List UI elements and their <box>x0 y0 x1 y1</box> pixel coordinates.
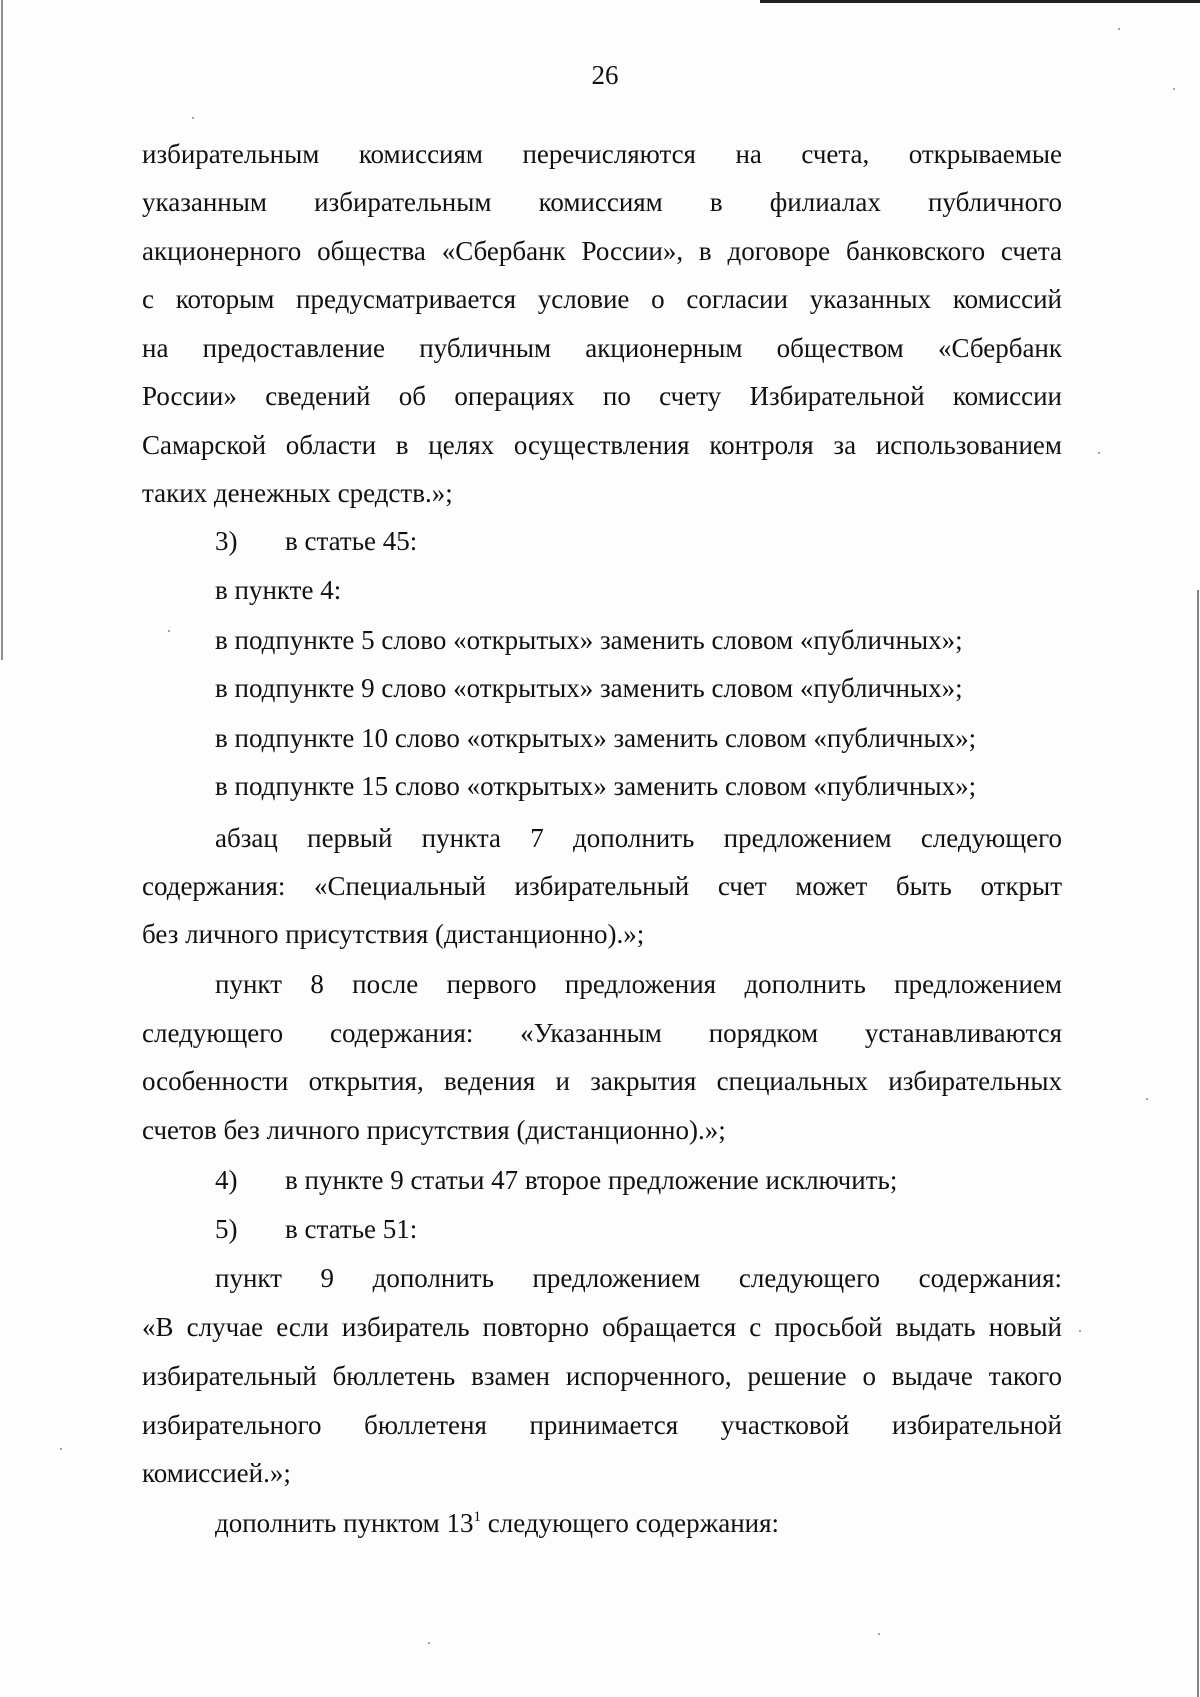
scan-speck <box>1118 28 1120 30</box>
paragraph-line: пункт 9 дополнить предложением следующего содержания: <box>215 1263 1062 1293</box>
scan-speck <box>428 1642 430 1644</box>
superscript-index: 1 <box>473 1509 481 1525</box>
scan-border-left <box>1 0 3 660</box>
paragraph-line: Самарской области в целях осуществления контроля за использованием <box>142 430 1062 460</box>
paragraph-line: пункт 8 после первого предложения дополнить предложением <box>215 969 1062 999</box>
paragraph-line: избирательного бюллетеня принимается участковой избирательной <box>142 1410 1062 1440</box>
paragraph-line: следующего содержания: «Указанным порядком устанавливаются <box>142 1018 1062 1048</box>
paragraph-line: акционерного общества «Сбербанк России», в договоре банковского счета <box>142 236 1062 266</box>
paragraph-line: на предоставление публичным акционерным обществом «Сбербанк <box>142 333 1062 363</box>
paragraph-line: таких денежных средств.»; <box>142 478 453 508</box>
point-heading: в пункте 4: <box>215 575 342 605</box>
paragraph-line: избирательным комиссиям перечисляются на счета, открываемые <box>142 139 1062 169</box>
scan-speck <box>878 1633 880 1635</box>
closing-line-text: дополнить пунктом 13 <box>215 1508 474 1538</box>
item-number: 4) <box>215 1165 238 1195</box>
subpoint-line: в подпункте 15 слово «открытых» заменить словом «публичных»; <box>215 771 977 801</box>
paragraph-line: содержания: «Специальный избирательный счет может быть открыт <box>142 871 1062 901</box>
page-number: 26 <box>591 60 619 90</box>
scan-speck <box>60 1448 62 1450</box>
paragraph-line: абзац первый пункта 7 дополнить предложением следующего <box>215 823 1062 853</box>
scan-speck <box>192 117 194 119</box>
paragraph-line: избирательный бюллетень взамен испорченного, решение о выдаче такого <box>142 1361 1062 1391</box>
closing-line-text-tail: следующего содержания: <box>481 1508 780 1538</box>
paragraph-line: без личного присутствия (дистанционно).»; <box>142 919 645 949</box>
scan-speck <box>1098 452 1100 454</box>
scan-speck <box>168 630 170 632</box>
item-text: в пункте 9 статьи 47 второе предложение исключить; <box>285 1165 898 1195</box>
paragraph-line: «В случае если избиратель повторно обращается с просьбой выдать новый <box>142 1312 1062 1342</box>
paragraph-line: счетов без личного присутствия (дистанционно).»; <box>142 1115 726 1145</box>
scan-border-right <box>1197 590 1199 1697</box>
item-text: в статье 51: <box>285 1214 418 1244</box>
item-text: в статье 45: <box>285 526 418 556</box>
paragraph-line: особенности открытия, ведения и закрытия специальных избирательных <box>142 1066 1062 1096</box>
scan-border-top <box>760 0 1200 3</box>
paragraph-line: России» сведений об операциях по счету Избирательной комиссии <box>142 381 1062 411</box>
scan-speck <box>1146 1098 1148 1100</box>
paragraph-line: с которым предусматривается условие о согласии указанных комиссий <box>142 284 1062 314</box>
subpoint-line: в подпункте 9 слово «открытых» заменить словом «публичных»; <box>215 673 963 703</box>
item-number: 3) <box>215 526 238 556</box>
paragraph-line: комиссией.»; <box>142 1458 291 1488</box>
subpoint-line: в подпункте 10 слово «открытых» заменить словом «публичных»; <box>215 723 977 753</box>
item-number: 5) <box>215 1214 238 1244</box>
scan-speck <box>1079 1330 1081 1332</box>
subpoint-line: в подпункте 5 слово «открытых» заменить словом «публичных»; <box>215 625 963 655</box>
closing-line <box>215 1506 779 1540</box>
paragraph-line: указанным избирательным комиссиям в филиалах публичного <box>142 187 1062 217</box>
